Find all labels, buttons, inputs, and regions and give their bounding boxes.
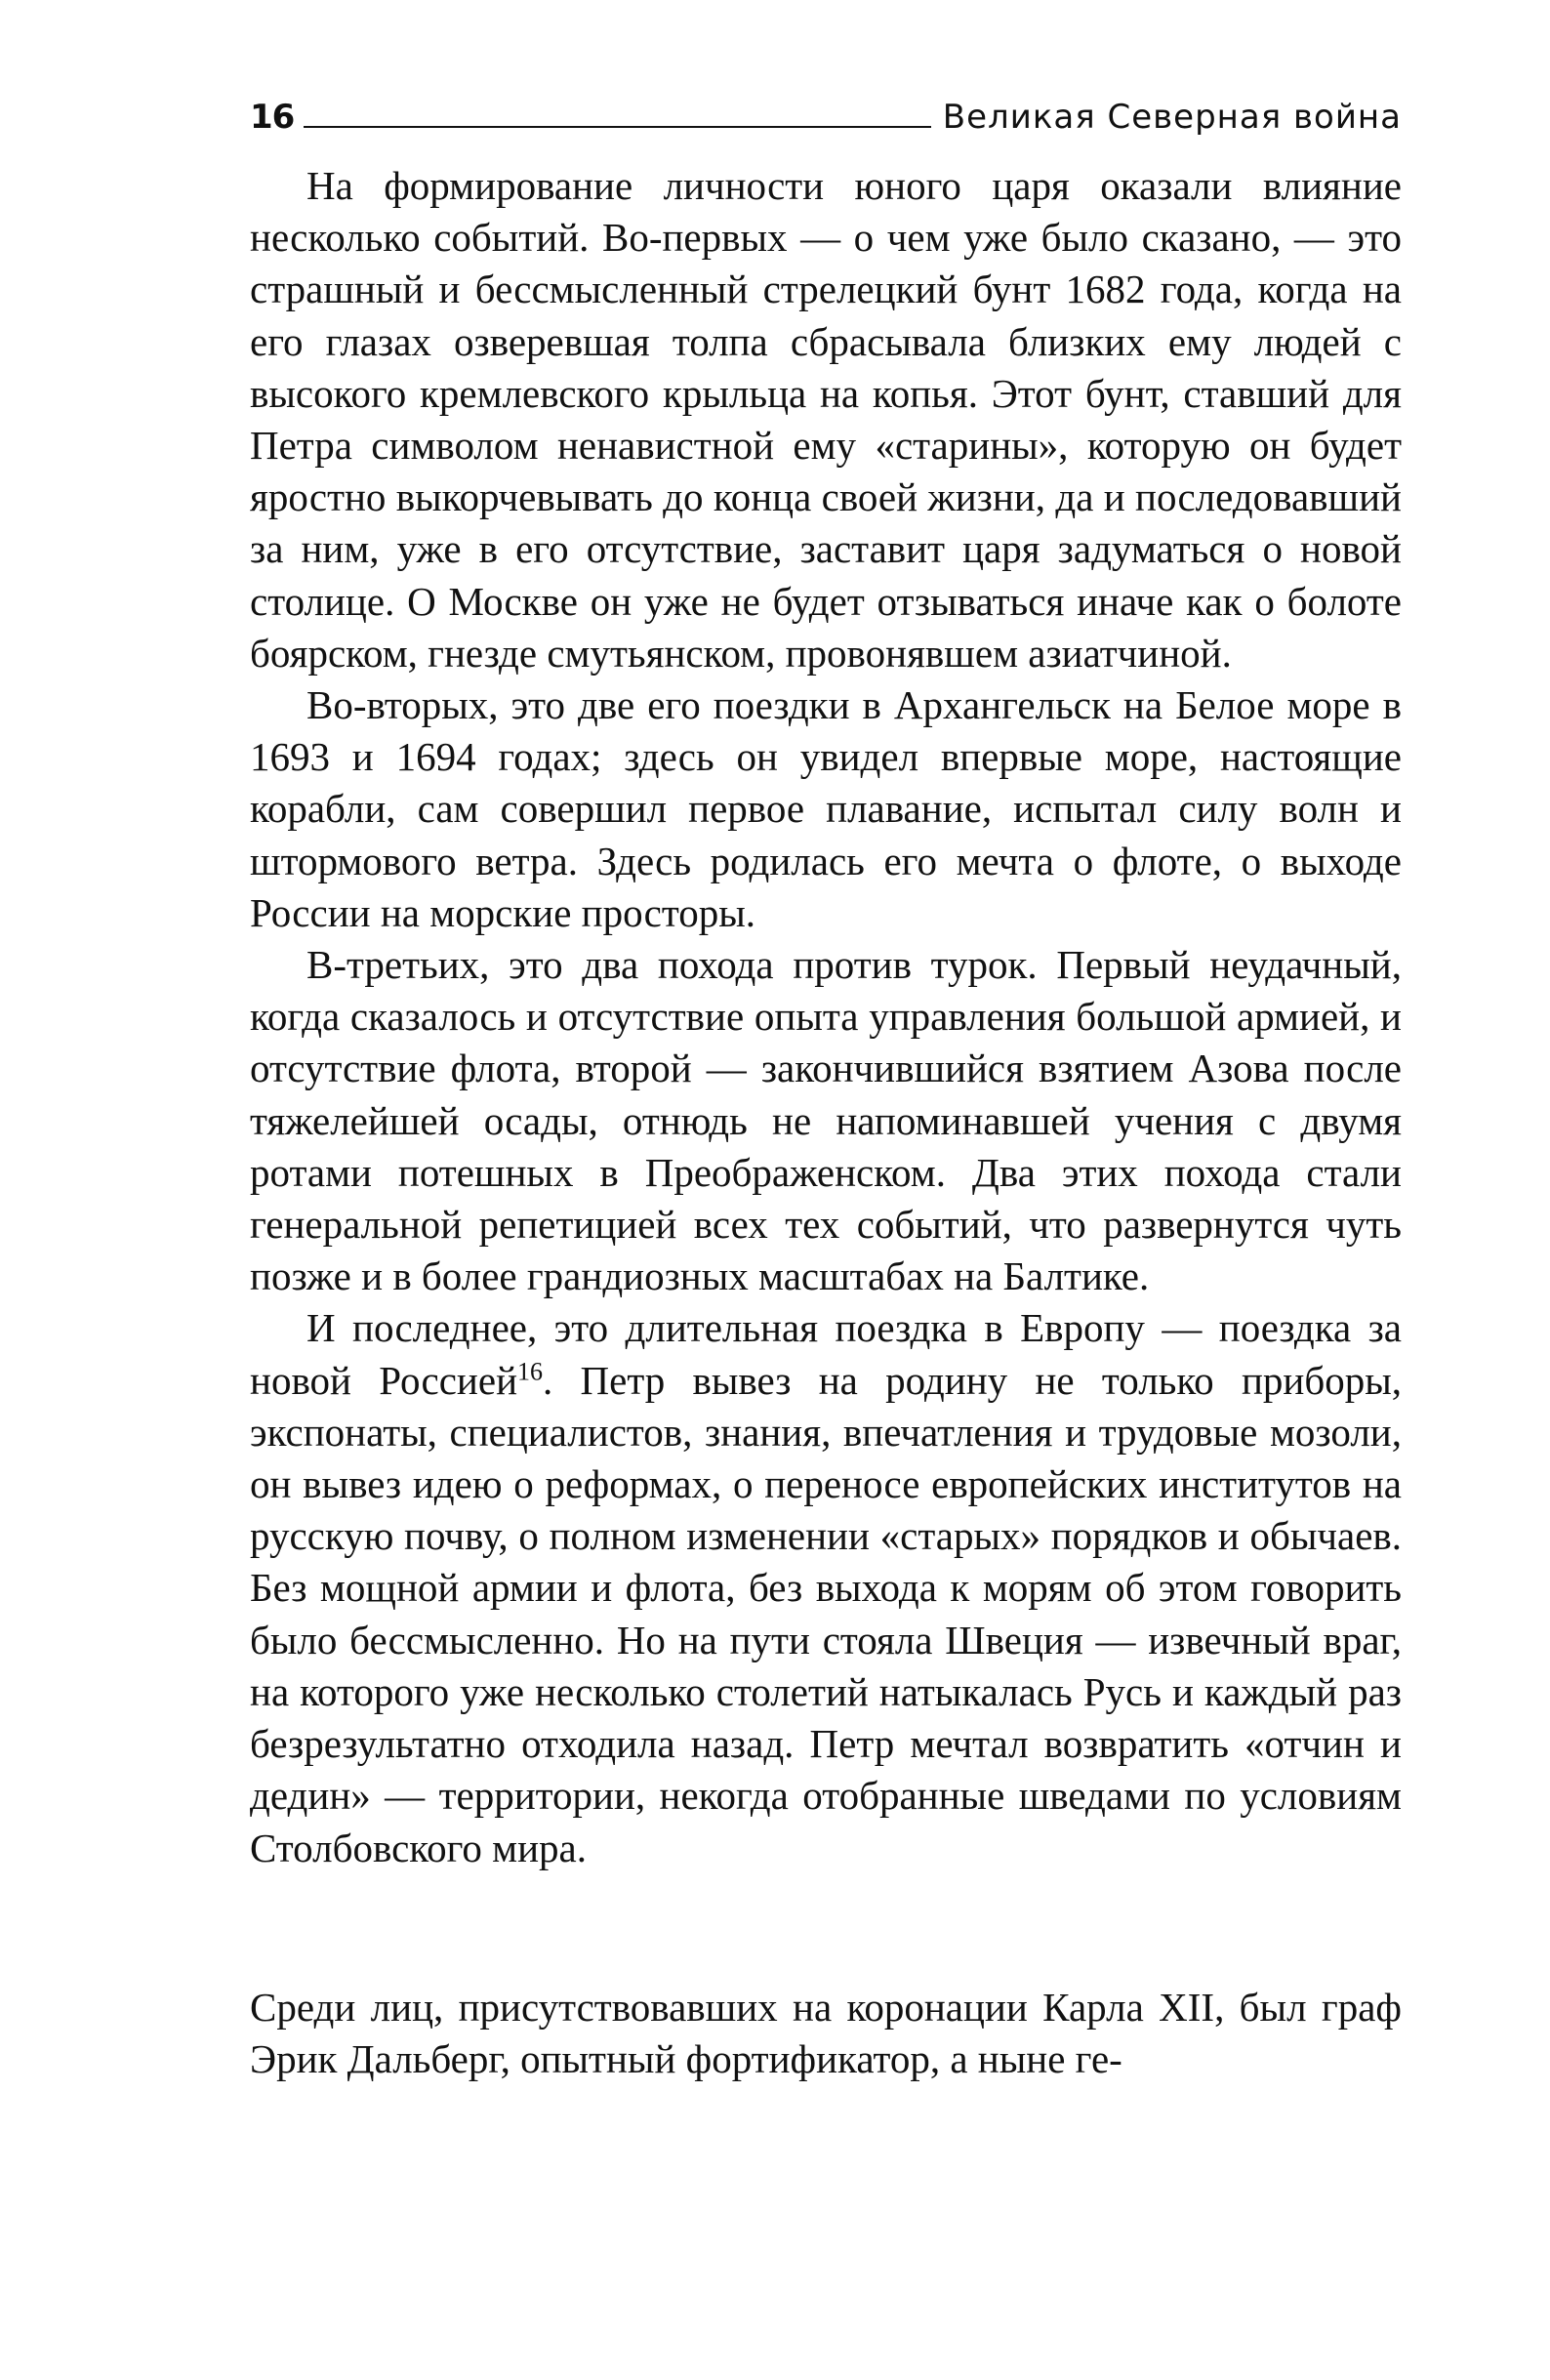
header-rule [304,126,930,128]
paragraph-third-events: В-третьих, это два похода против турок. Первый неудачный, когда сказалось и отсутствие опыта управления большой армией, и отсутствие флота, второй — закончившийся взятием Азова после тяжелейшей осады, отнюдь не напоминавшей учения с двумя ротами потешных в Преображенском. Два этих похода стали генеральной репетицией всех тех событий, что развернутся чуть позже и в более грандиозных масштабах на Балтике. [250,942,1402,1299]
footnote-reference: 16 [517,1357,544,1386]
paragraph-coronation: Среди лиц, присутствовавших на коронации Карла XII, был граф Эрик Дальберг, опытный фортификатор, а ныне ге- [250,1985,1402,2082]
body-text [250,160,1402,1874]
running-head [250,86,1402,137]
paragraph-text-before-footnote: И последнее, это длительная поездка в Европу — поездка за новой Россией [250,1305,1402,1403]
paragraph-second-events: Во-вторых, это две его поездки в Архангельск на Белое море в 1693 и 1694 годах; здесь он увидел впервые море, настоящие корабли, сам совершил первое плавание, испытал силу волн и штормового ветра. Здесь родилась его мечта о флоте, о выходе России на морские просторы. [250,682,1402,935]
paragraph-first-events: На формирование личности юного царя оказали влияние несколько событий. Во-первых — о чем уже было сказано, — это страшный и бессмысленный стрелецкий бунт 1682 года, когда на его глазах озверевшая толпа сбрасывала близких ему людей с высокого кремлевского крыльца на копья. Этот бунт, ставший для Петра символом ненавистной ему «старины», которую он будет яростно выкорчевывать до конца своей жизни, да и последовавший за ним, уже в его отсутствие, заставит царя задуматься о новой столице. О Москве он уже не будет отзываться иначе как о болоте боярском, гнезде смутьянском, провонявшем азиатчиной. [250,163,1402,676]
paragraph-text-after-footnote: . Петр вывез на родину не только приборы, экспонаты, специалистов, знания, впечатления и трудовые мозоли, он вывез идею о реформах, о переносе европейских институтов на русскую почву, о полном изменении «старых» порядков и обычаев. Без мощной армии и флота, без выхода к морям об этом говорить было бессмысленно. Но на пути стояла Швеция — извечный враг, на которого уже несколько столетий натыкалась Русь и каждый раз безрезультатно отходила назад. Петр мечтал возвратить «отчин и дедин» — территории, некогда отобранные шведами по условиям Столбовского мира. [250,1357,1402,1870]
page-number: 16 [250,98,295,137]
running-title: Великая Северная война [942,98,1402,137]
section-text [250,1982,1402,2085]
paragraph-last-events [250,1302,1402,1873]
